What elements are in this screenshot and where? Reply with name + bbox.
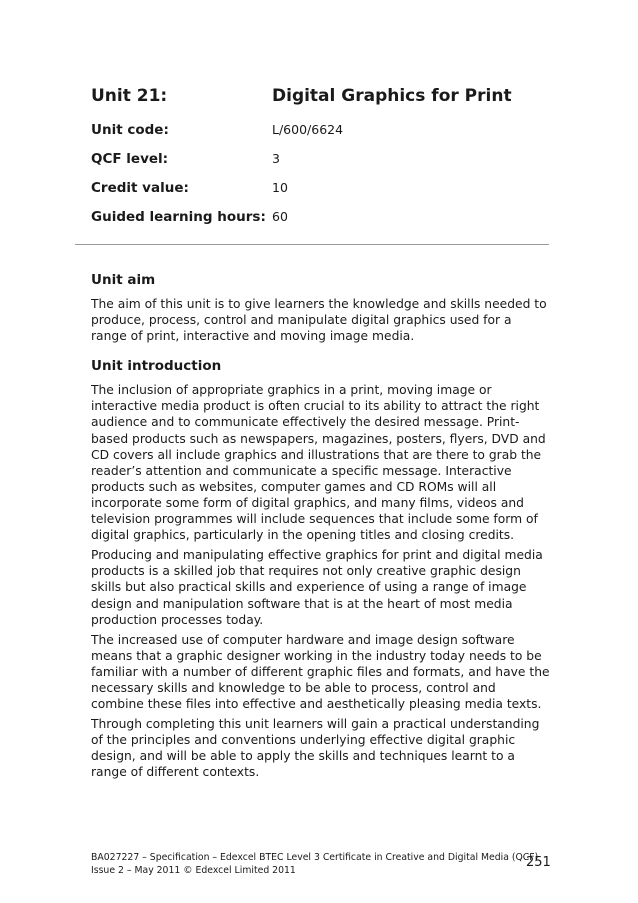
- qcf-level-value: 3: [272, 151, 280, 166]
- intro-paragraph: The inclusion of appropriate graphics in a print, moving image or interactive media product is often crucial to its ability to attract the right audience and to communicate effectively the desired message. Print-based products such as newspapers, magazines, posters, flyers, DVD and CD covers all include graphics and illustrations that are there to grab the reader’s attention and communicate a specific message. Interactive products such as websites, computer games and CD ROMs will all incorporate some form of digital graphics, and many films, videos and television programmes will include sequences that include some form of digital graphics, particularly in the opening titles and closing credits.: [91, 383, 546, 543]
- section-divider: [75, 244, 549, 245]
- unit-code-label: Unit code:: [91, 122, 169, 138]
- unit-details-table: [91, 86, 571, 238]
- unit-number: Unit 21:: [91, 86, 168, 106]
- unit-code-value: L/600/6624: [272, 122, 344, 137]
- guided-hours-row: [91, 209, 571, 238]
- guided-hours-label: Guided learning hours:: [91, 209, 266, 225]
- qcf-level-label: QCF level:: [91, 151, 169, 167]
- unit-title: Digital Graphics for Print: [272, 86, 512, 106]
- page-number: 251: [526, 855, 551, 870]
- intro-paragraph: The increased use of computer hardware and image design software means that a graphic designer working in the industry today needs to be familiar with a number of different graphic files and formats, and have the necessary skills and knowledge to be able to process, control and combine these files into effective and aesthetically pleasing media texts.: [91, 632, 550, 712]
- footer-line-1: BA027227 – Specification – Edexcel BTEC Level 3 Certificate in Creative and Digital Media (QCF): [91, 852, 539, 863]
- unit-content: [91, 272, 551, 785]
- intro-paragraph: Producing and manipulating effective graphics for print and digital media products is a skilled job that requires not only creative graphic design skills but also practical skills and experience of using a range of image design and manipulation software that is at the heart of most media production processes today.: [91, 548, 543, 627]
- unit-title-row: [91, 86, 571, 122]
- intro-paragraph: Through completing this unit learners will gain a practical understanding of the principles and conventions underlying effective digital graphic design, and will be able to apply the skills and techniques learnt to a range of different contexts.: [91, 717, 540, 780]
- unit-introduction-heading: Unit introduction: [91, 358, 222, 375]
- footer-line-2: Issue 2 – May 2011 © Edexcel Limited 2011: [91, 865, 296, 876]
- credit-value-label: Credit value:: [91, 180, 189, 196]
- page-footer: [91, 851, 561, 877]
- credit-value-value: 10: [272, 180, 288, 195]
- unit-aim-heading: Unit aim: [91, 272, 156, 288]
- qcf-level-row: [91, 151, 571, 180]
- credit-value-row: [91, 180, 571, 209]
- unit-aim-text: The aim of this unit is to give learners the knowledge and skills needed to produce, process, control and manipulate digital graphics used for a range of print, interactive and moving image media.: [91, 297, 547, 344]
- guided-hours-value: 60: [272, 209, 288, 224]
- unit-code-row: [91, 122, 571, 151]
